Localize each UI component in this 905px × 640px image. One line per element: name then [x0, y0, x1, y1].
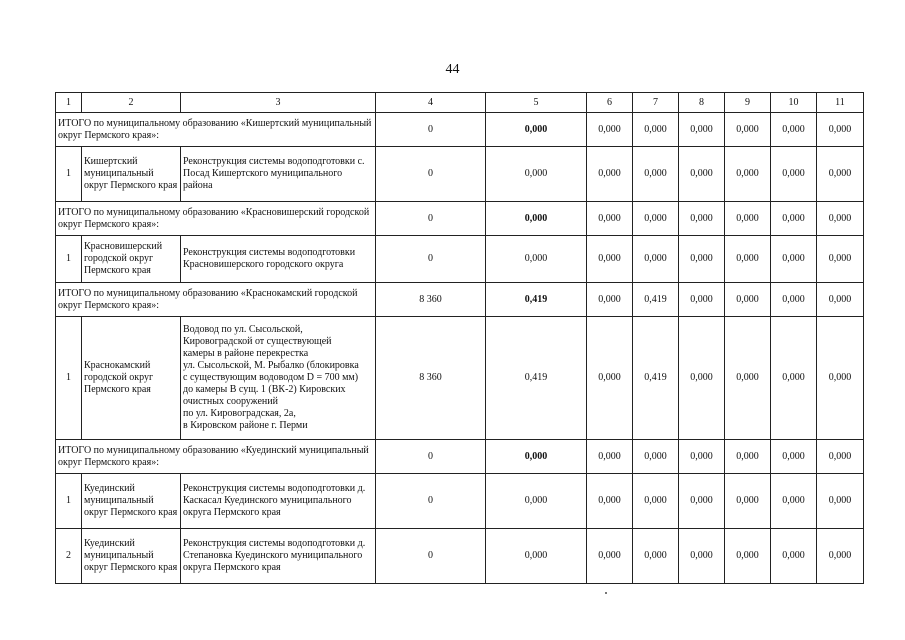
table-row [56, 236, 864, 283]
object-line: ул. Сысольской, М. Рыбалко (блокировка [183, 360, 359, 371]
value-cell: 0,000 [771, 529, 817, 584]
value-cell: 0 [376, 147, 486, 202]
total-row [56, 202, 864, 236]
total-value: 0,000 [817, 202, 864, 236]
value-cell: 0,000 [771, 474, 817, 529]
municipality-cell: Куединский муниципальный округ Пермского края [82, 529, 181, 584]
value-cell: 0,000 [486, 147, 587, 202]
object-cell: Реконструкция системы водоподготовки д. Каскасал Куединского муниципального округа Пермского края [181, 474, 376, 529]
total-value: 0,000 [486, 113, 587, 147]
total-value: 0,000 [587, 440, 633, 474]
object-cell [181, 317, 376, 440]
object-line: камеры в районе перекрестка [183, 348, 309, 359]
total-label: ИТОГО по муниципальному образованию «Краснокамский городской округ Пермского края»: [56, 283, 376, 317]
total-value: 0,419 [486, 283, 587, 317]
row-number: 1 [56, 317, 82, 440]
total-value: 0,000 [679, 113, 725, 147]
row-number: 2 [56, 529, 82, 584]
total-value: 0,000 [633, 202, 679, 236]
total-value: 0,000 [587, 283, 633, 317]
value-cell: 0,000 [725, 474, 771, 529]
total-label: ИТОГО по муниципальному образованию «Красновишерский городской округ Пермского края»: [56, 202, 376, 236]
value-cell: 0,000 [679, 147, 725, 202]
total-value: 0,000 [486, 440, 587, 474]
total-value: 0 [376, 113, 486, 147]
municipality-cell: Кишертский муниципальный округ Пермского края [82, 147, 181, 202]
total-value: 0,000 [679, 202, 725, 236]
value-cell: 0 [376, 529, 486, 584]
header-cell: 8 [679, 93, 725, 113]
value-cell: 0,000 [771, 317, 817, 440]
header-cell: 5 [486, 93, 587, 113]
value-cell: 0 [376, 474, 486, 529]
scan-speck [605, 592, 607, 594]
total-value: 0,000 [817, 113, 864, 147]
total-label: ИТОГО по муниципальному образованию «Куединский муниципальный округ Пермского края»: [56, 440, 376, 474]
total-value: 0 [376, 440, 486, 474]
value-cell: 0,000 [587, 529, 633, 584]
value-cell: 0,000 [817, 529, 864, 584]
total-label: ИТОГО по муниципальному образованию «Кишертский муниципальный округ Пермского края»: [56, 113, 376, 147]
value-cell: 0,000 [771, 147, 817, 202]
total-value: 0,000 [817, 283, 864, 317]
header-cell: 4 [376, 93, 486, 113]
total-row [56, 113, 864, 147]
header-cell: 6 [587, 93, 633, 113]
object-line: по ул. Кировоградская, 2а, [183, 408, 296, 419]
total-value: 0,000 [771, 440, 817, 474]
municipality-cell: Куединский муниципальный округ Пермского края [82, 474, 181, 529]
value-cell: 0 [376, 236, 486, 283]
total-value: 0,000 [679, 283, 725, 317]
value-cell: 0,419 [633, 317, 679, 440]
municipality-cell: Красновишерский городской округ Пермского края [82, 236, 181, 283]
value-cell: 0,000 [633, 236, 679, 283]
value-cell: 0,000 [679, 236, 725, 283]
value-cell: 0,000 [633, 529, 679, 584]
row-number: 1 [56, 474, 82, 529]
row-number: 1 [56, 236, 82, 283]
value-cell: 0,000 [633, 147, 679, 202]
value-cell: 0,000 [725, 147, 771, 202]
municipality-cell: Краснокамский городской округ Пермского края [82, 317, 181, 440]
object-line: Водовод по ул. Сысольской, [183, 324, 303, 335]
value-cell: 0,000 [486, 529, 587, 584]
value-cell: 0,000 [633, 474, 679, 529]
value-cell: 0,000 [817, 317, 864, 440]
value-cell: 0,000 [817, 474, 864, 529]
table-row [56, 317, 864, 440]
total-value: 0,000 [725, 440, 771, 474]
header-cell: 1 [56, 93, 82, 113]
value-cell: 0,000 [587, 236, 633, 283]
value-cell: 0,000 [679, 474, 725, 529]
total-value: 8 360 [376, 283, 486, 317]
total-value: 0,000 [725, 113, 771, 147]
header-cell: 9 [725, 93, 771, 113]
row-number: 1 [56, 147, 82, 202]
value-cell: 0,000 [817, 147, 864, 202]
object-line: очистных сооружений [183, 396, 278, 407]
total-value: 0,000 [633, 440, 679, 474]
value-cell: 0,419 [486, 317, 587, 440]
object-cell: Реконструкция системы водоподготовки с. Посад Кишертского муниципального района [181, 147, 376, 202]
total-value: 0,000 [587, 202, 633, 236]
object-line: до камеры В сущ. 1 (ВК-2) Кировских [183, 384, 346, 395]
total-value: 0,000 [725, 202, 771, 236]
header-cell: 11 [817, 93, 864, 113]
total-value: 0,000 [725, 283, 771, 317]
value-cell: 0,000 [725, 236, 771, 283]
page-number: 44 [445, 62, 460, 77]
value-cell: 0,000 [725, 529, 771, 584]
total-value: 0,000 [771, 202, 817, 236]
table-row [56, 147, 864, 202]
report-table [55, 92, 864, 584]
total-value: 0,000 [817, 440, 864, 474]
value-cell: 0,000 [771, 236, 817, 283]
value-cell: 0,000 [817, 236, 864, 283]
header-cell: 2 [82, 93, 181, 113]
total-row [56, 283, 864, 317]
total-value: 0,000 [679, 440, 725, 474]
header-cell: 10 [771, 93, 817, 113]
value-cell: 8 360 [376, 317, 486, 440]
value-cell: 0,000 [725, 317, 771, 440]
object-cell: Реконструкция системы водоподготовки д. Степановка Куединского муниципального округа Пермского края [181, 529, 376, 584]
object-line: Кировоградской от существующей [183, 336, 332, 347]
table-header-row [56, 93, 864, 113]
total-value: 0,000 [633, 113, 679, 147]
total-value: 0,000 [771, 113, 817, 147]
value-cell: 0,000 [679, 529, 725, 584]
value-cell: 0,000 [587, 474, 633, 529]
value-cell: 0,000 [587, 147, 633, 202]
table-row [56, 474, 864, 529]
table-row [56, 529, 864, 584]
header-cell: 3 [181, 93, 376, 113]
value-cell: 0,000 [679, 317, 725, 440]
total-value: 0,000 [771, 283, 817, 317]
value-cell: 0,000 [486, 474, 587, 529]
total-value: 0,000 [587, 113, 633, 147]
object-line: с существующим водоводом D = 700 мм) [183, 372, 359, 383]
total-value: 0,419 [633, 283, 679, 317]
total-row [56, 440, 864, 474]
value-cell: 0,000 [486, 236, 587, 283]
object-cell: Реконструкция системы водоподготовки Красновишерского городского округа [181, 236, 376, 283]
total-value: 0,000 [486, 202, 587, 236]
object-line: в Кировском районе г. Перми [183, 420, 308, 431]
total-value: 0 [376, 202, 486, 236]
value-cell: 0,000 [587, 317, 633, 440]
header-cell: 7 [633, 93, 679, 113]
